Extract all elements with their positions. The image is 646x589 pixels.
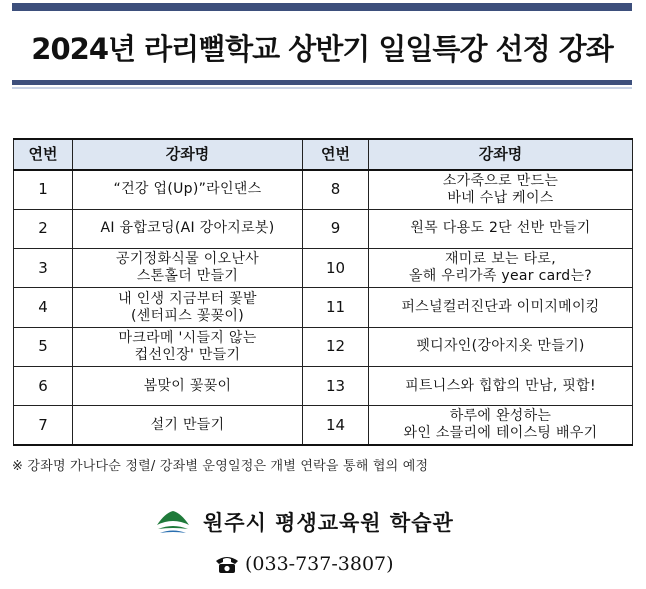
course-name-right [369,327,633,366]
row-number-right: 8 [303,170,369,209]
course-name-line: 올해 우리가족 year card는? [408,268,593,285]
course-name-line: 펫디자인(강아지옷 만들기) [416,338,585,355]
table-row [14,327,633,366]
course-name-left [73,288,303,327]
course-name-right [369,170,633,209]
table-row [14,249,633,288]
course-name-line: 와인 소믈리에 테이스팅 배우기 [403,425,598,442]
organization-block [155,507,454,537]
row-number-right: 11 [303,288,369,327]
course-name-line: 스톤홀더 만들기 [136,268,239,285]
course-name-line: (센터피스 꽃꽂이) [130,307,245,324]
row-number-right: 9 [303,209,369,248]
course-name-line: 소가죽으로 만드는 [442,172,559,189]
mountain-logo-icon [155,507,191,537]
course-name-line: 하루에 완성하는 [449,408,552,425]
course-name-line: 설기 만들기 [150,416,225,433]
row-number-left: 1 [14,170,73,209]
course-name-left [73,170,303,209]
table-row [14,170,633,209]
header-no-left: 연번 [14,139,73,170]
table-row [14,406,633,445]
title-rule [12,80,632,85]
course-name-right [369,209,633,248]
course-name-line: 피트니스와 힙합의 만남, 핏합! [405,377,596,394]
row-number-right: 12 [303,327,369,366]
course-name-right [369,366,633,405]
course-name-line: 바네 수납 케이스 [447,189,554,206]
course-name-line: 재미로 보는 타로, [444,251,557,268]
course-name-left [73,366,303,405]
header-no-right: 연번 [303,139,369,170]
course-name-line: AI 융합코딩(AI 강아지로봇) [100,220,275,237]
course-name-line: 퍼스널컬러진단과 이미지메이킹 [401,299,600,316]
course-name-left [73,327,303,366]
row-number-left: 6 [14,366,73,405]
table-row [14,209,633,248]
row-number-right: 14 [303,406,369,445]
course-name-right [369,406,633,445]
course-name-right [369,249,633,288]
table-header-row [14,139,633,170]
course-name-left [73,209,303,248]
course-name-line: 공기정화식물 이오난사 [116,251,259,268]
row-number-left: 4 [14,288,73,327]
table-row [14,288,633,327]
header-name-right: 강좌명 [369,139,633,170]
telephone-icon [215,554,239,574]
organization-name: 원주시 평생교육원 학습관 [203,510,454,535]
course-table [13,138,633,446]
page-title: 2024년 라리뻘학교 상반기 일일특강 선정 강좌 [31,32,613,66]
course-name-line: “건강 업(Up)”라인댄스 [113,181,262,198]
row-number-right: 13 [303,366,369,405]
course-name-line: 봄맞이 꽃꽂이 [143,377,232,394]
row-number-left: 3 [14,249,73,288]
course-name-left [73,406,303,445]
course-name-line: 컵선인장' 만들기 [134,346,241,363]
row-number-right: 10 [303,249,369,288]
row-number-left: 2 [14,209,73,248]
footnote: ※ 강좌명 가나다순 정렬/ 강좌별 운영일정은 개별 연락을 통해 협의 예정 [12,459,429,474]
row-number-left: 5 [14,327,73,366]
title-rule-light [12,87,632,89]
phone-number: (033-737-3807) [245,553,394,575]
top-rule [12,3,632,11]
course-name-left [73,249,303,288]
phone-block [215,553,394,575]
course-name-line: 마크라메 '시들지 않는 [118,329,257,346]
header-name-left: 강좌명 [73,139,303,170]
table-row [14,366,633,405]
row-number-left: 7 [14,406,73,445]
course-name-line: 내 인생 지금부터 꽃밭 [118,290,257,307]
course-name-right [369,288,633,327]
course-name-line: 원목 다용도 2단 선반 만들기 [410,220,591,237]
